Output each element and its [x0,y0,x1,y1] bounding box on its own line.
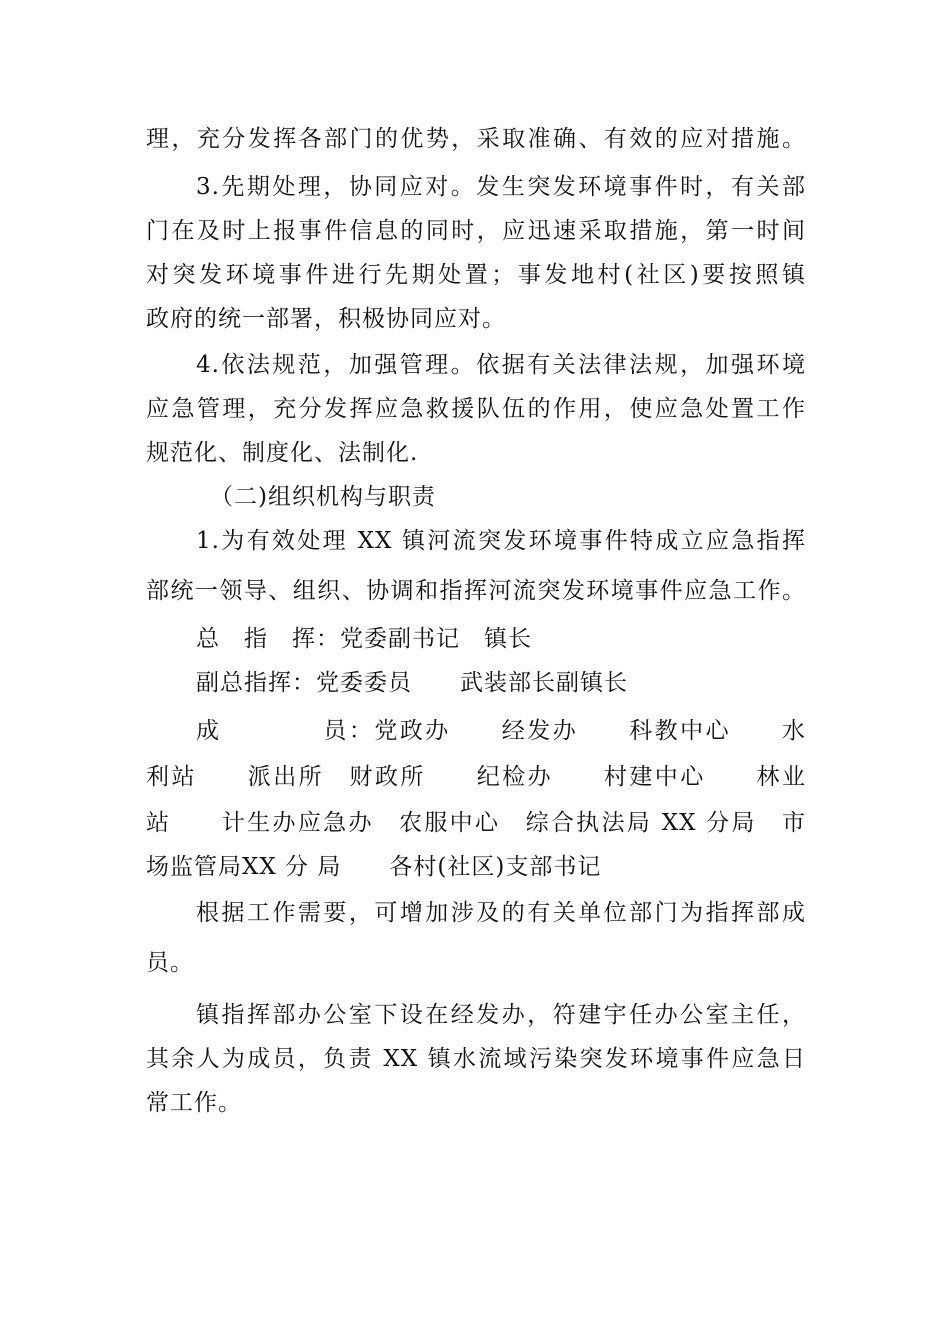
text-line: 成 员：党政办 经发办 科教中心 水 [196,718,806,744]
text-line: 规范化、制度化、法制化. [146,440,419,466]
text-line: 镇指挥部办公室下设在经发办，符建宇任办公室主任， [196,1002,806,1028]
text-line: 政府的统一部署，积极协同应对。 [146,306,506,332]
text-line: 4.依法规范，加强管理。依据有关法律法规，加强环境 [196,352,806,378]
text-line: 场监管局XX 分 局 各村(社区)支部书记 [146,854,602,880]
text-line: 理，充分发挥各部门的优势，采取准确、有效的应对措施。 [146,126,806,152]
text-line: 根据工作需要，可增加涉及的有关单位部门为指挥部成 [196,900,806,926]
text-line: 站 计生办应急办 农服中心 综合执法局 XX 分局 市 [146,810,806,836]
text-line: 总 指 挥：党委副书记 镇长 [196,626,532,652]
text-line: 3.先期处理，协同应对。发生突发环境事件时，有关部 [196,174,806,200]
text-line: 应急管理，充分发挥应急救援队伍的作用，使应急处置工作 [146,396,806,422]
text-line: 其余人为成员，负责 XX 镇水流域污染突发环境事件应急日 [146,1046,806,1072]
text-line: 常工作。 [146,1090,242,1116]
text-line: 1.为有效处理 XX 镇河流突发环境事件特成立应急指挥 [196,528,806,554]
text-line: 员。 [146,950,194,976]
text-line: 对突发环境事件进行先期处置；事发地村(社区)要按照镇 [146,262,806,288]
section-heading: （二)组织机构与职责 [210,484,436,510]
text-line: 利站 派出所 财政所 纪检办 村建中心 林业 [146,764,806,790]
text-line: 副总指挥：党委委员 武装部长副镇长 [196,670,628,696]
text-line: 门在及时上报事件信息的同时，应迅速采取措施，第一时间 [146,218,806,244]
text-line: 部统一领导、组织、协调和指挥河流突发环境事件应急工作。 [146,578,806,604]
